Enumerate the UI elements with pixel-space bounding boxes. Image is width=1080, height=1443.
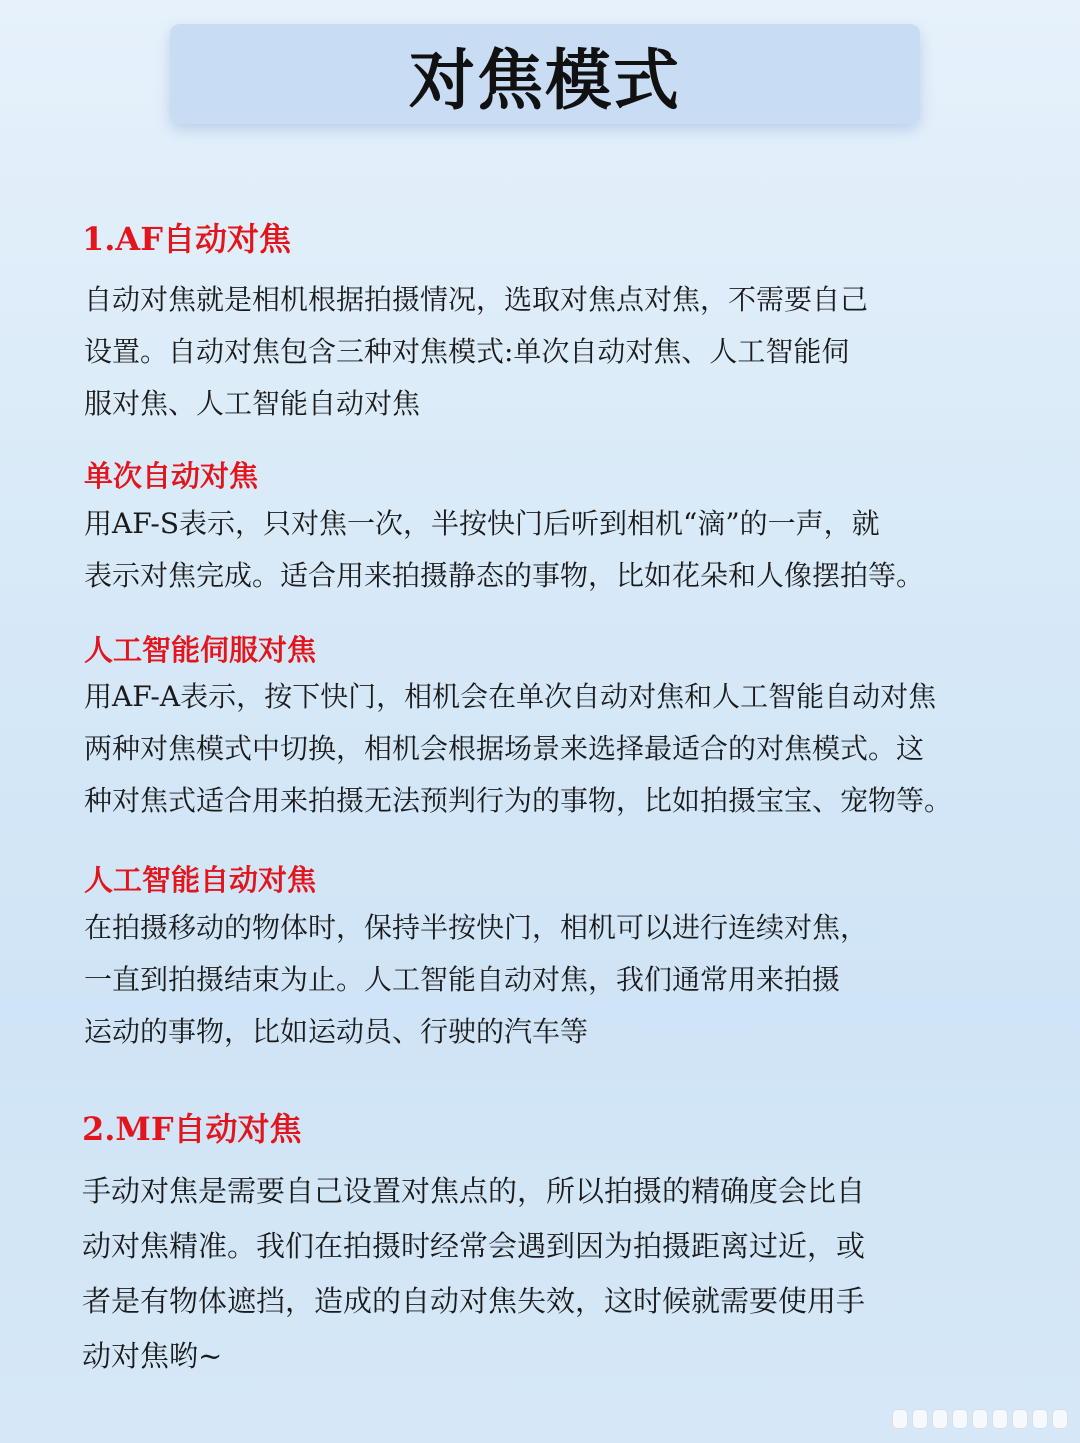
text-line: 动对焦哟~: [82, 1339, 223, 1373]
text-line: 表示对焦完成。适合用来拍摄静态的事物，比如花朵和人像摆拍等。: [84, 559, 925, 592]
text-line: 者是有物体遮挡，造成的自动对焦失效，这时候就需要使用手: [82, 1284, 866, 1318]
watermark-dot: [952, 1409, 968, 1429]
watermark-dot: [992, 1409, 1008, 1429]
text-line: 运动的事物，比如运动员、行驶的汽车等: [84, 1015, 589, 1048]
section-heading-af: 1.AF自动对焦: [82, 220, 291, 258]
text-line: 动对焦精准。我们在拍摄时经常会遇到因为拍摄距离过近，或: [82, 1229, 866, 1263]
text-line: 手动对焦是需要自己设置对焦点的，所以拍摄的精确度会比自: [82, 1174, 866, 1208]
watermark-dot: [1052, 1409, 1068, 1429]
mf-paragraph: [82, 1164, 865, 1384]
title-banner: [170, 24, 920, 124]
watermark-dot: [932, 1409, 948, 1429]
text-line: 自动对焦就是相机根据拍摄情况，选取对焦点对焦，不需要自己: [84, 283, 869, 316]
page-title: 对焦模式: [409, 41, 681, 119]
subheading-ai-af: 人工智能自动对焦: [84, 863, 317, 897]
watermark-dot: [892, 1409, 908, 1429]
subheading-single-af: 单次自动对焦: [84, 459, 259, 493]
text-line: 设置。自动对焦包含三种对焦模式:单次自动对焦、人工智能伺: [84, 335, 850, 368]
text-line: 一直到拍摄结束为止。人工智能自动对焦，我们通常用来拍摄: [84, 963, 841, 996]
text-line: 用AF-A表示，按下快门，相机会在单次自动对焦和人工智能自动对焦: [84, 680, 937, 713]
ai-af-paragraph: [84, 902, 868, 1058]
text-line: 用AF-S表示，只对焦一次，半按快门后听到相机“滴”的一声，就: [84, 507, 880, 540]
watermark-dot: [912, 1409, 928, 1429]
af-intro-paragraph: [84, 274, 868, 430]
watermark-dot: [972, 1409, 988, 1429]
single-af-paragraph: [84, 498, 924, 602]
watermark-dot: [1032, 1409, 1048, 1429]
servo-af-paragraph: [84, 671, 952, 827]
text-line: 种对焦式适合用来拍摄无法预判行为的事物，比如拍摄宝宝、宠物等。: [84, 784, 953, 817]
text-line: 两种对焦模式中切换，相机会根据场景来选择最适合的对焦模式。这: [84, 732, 925, 765]
watermark-dots: [892, 1409, 1068, 1429]
subheading-servo-af: 人工智能伺服对焦: [84, 633, 317, 667]
watermark-dot: [1012, 1409, 1028, 1429]
text-line: 服对焦、人工智能自动对焦: [84, 387, 421, 420]
text-line: 在拍摄移动的物体时，保持半按快门，相机可以进行连续对焦，: [84, 911, 869, 944]
section-heading-mf: 2.MF自动对焦: [82, 1110, 302, 1148]
